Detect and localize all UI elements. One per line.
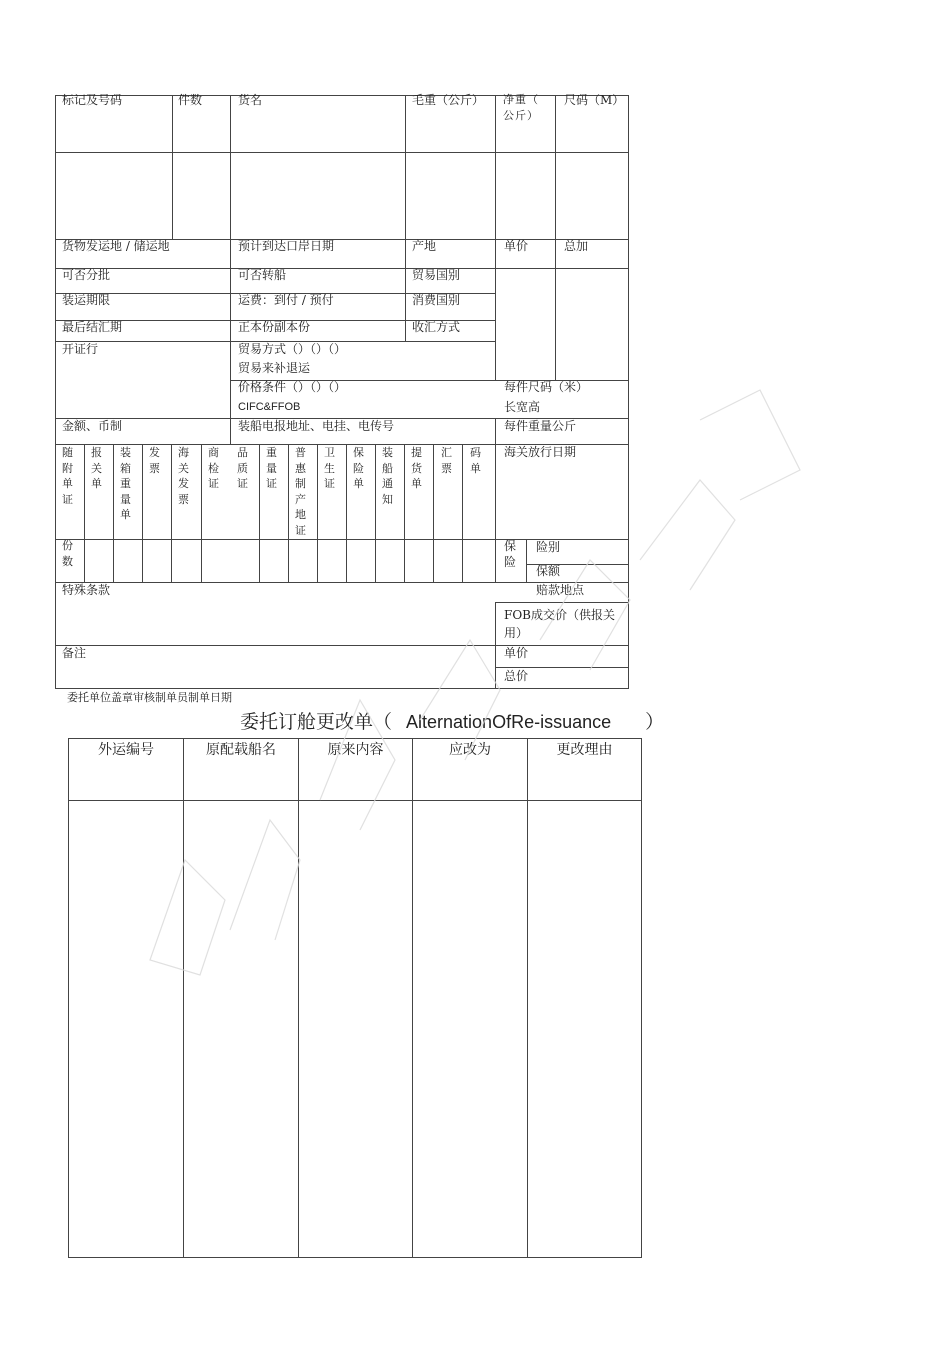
- amount-currency: 金额、币制: [62, 419, 123, 433]
- doc-draft: 汇票: [441, 446, 452, 475]
- weight-per-piece: 每件重量公斤: [504, 419, 577, 433]
- doc-gsp-origin-cert: 普惠制产地证: [295, 446, 306, 537]
- doc-customs-declaration: 报关单: [91, 446, 102, 490]
- price-terms: 价格条件（）（）（）: [238, 380, 347, 394]
- doc-tally-sheet: 码单: [470, 446, 481, 475]
- form-footer: 委托单位盖章审核制单员制单日期: [67, 691, 232, 704]
- issuing-bank: 开证行: [62, 342, 99, 356]
- customs-release-date: 海关放行日期: [504, 445, 577, 459]
- col-original-content: 原来内容: [327, 742, 384, 758]
- size-dimensions: 长宽高: [504, 400, 541, 414]
- header-gross-weight: 毛重（公斤）: [412, 93, 485, 107]
- partial-shipment: 可否分批: [62, 268, 111, 282]
- trade-mode-options: 贸易来补退运: [238, 361, 311, 375]
- insurance-label: 保险: [504, 539, 517, 569]
- doc-attached: 随附单证: [62, 446, 73, 506]
- header-pieces: 件数: [178, 93, 203, 107]
- trade-mode: 贸易方式（）（）（）: [238, 342, 347, 356]
- header-net-weight: 净重（ 公斤）: [503, 93, 539, 122]
- price-terms-options: CIFC&FFOB: [238, 401, 301, 413]
- remarks-label: 备注: [62, 646, 87, 660]
- eta-date: 预计到达口岸日期: [238, 239, 335, 253]
- form2-title-en: AlternationOfRe-issuance: [406, 712, 612, 732]
- col-amend-to: 应改为: [449, 742, 491, 758]
- doc-quality-cert: 品质证: [237, 446, 248, 490]
- doc-shipping-notice: 装船通知: [382, 446, 393, 506]
- form2-title-close: ）: [645, 711, 665, 733]
- copies-label: 份数: [62, 539, 73, 568]
- consume-country: 消费国别: [412, 293, 461, 307]
- remittance-method: 收汇方式: [412, 320, 461, 334]
- trade-country: 贸易国别: [412, 268, 461, 282]
- col-original-vessel: 原配载船名: [206, 742, 276, 758]
- doc-packing-weight-list: 装箱重量单: [120, 446, 131, 521]
- header-goods: 货名: [238, 93, 263, 107]
- size-per-piece: 每件尺码（米）: [504, 380, 589, 394]
- doc-weight-cert: 重量证: [266, 446, 277, 490]
- unit-price-bottom: 单价: [504, 646, 529, 660]
- doc-health-cert: 卫生证: [324, 446, 335, 490]
- form2-title: [240, 710, 664, 734]
- freight-terms: 运费：到付 / 预付: [238, 293, 334, 307]
- fob-price: FOB成交价（供报关用）: [504, 608, 615, 640]
- unit-price-label: 单价: [504, 239, 529, 253]
- insurance-amount: 保额: [536, 564, 561, 578]
- claim-place: 赔款地点: [536, 583, 585, 597]
- shipment-period: 装运期限: [62, 293, 111, 307]
- doc-insurance-policy: 保险单: [353, 446, 364, 490]
- transshipment: 可否转船: [238, 268, 287, 282]
- header-size: 尺码（M）: [564, 93, 625, 107]
- shipping-address: 装船电报地址、电挂、电传号: [238, 419, 395, 433]
- insurance-type: 险别: [536, 540, 561, 554]
- col-amend-reason: 更改理由: [556, 742, 613, 758]
- original-copies: 正本份副本份: [238, 320, 311, 334]
- col-transport-no: 外运编号: [98, 742, 154, 758]
- form2-title-cn: 委托订舱更改单（: [240, 711, 393, 733]
- special-terms: 特殊条款: [62, 583, 111, 597]
- doc-inspection-cert: 商检证: [208, 446, 219, 490]
- doc-delivery-order: 提货单: [411, 446, 422, 490]
- settlement-date: 最后结汇期: [62, 320, 123, 334]
- total-price: 总价: [504, 669, 529, 683]
- doc-customs-invoice: 海关发票: [178, 446, 189, 506]
- origin-country: 产地: [412, 239, 437, 253]
- doc-invoice: 发票: [149, 446, 160, 475]
- origin-place: 货物发运地 / 储运地: [62, 239, 170, 253]
- header-marks: 标记及号码: [62, 93, 123, 107]
- total-label: 总加: [564, 239, 589, 253]
